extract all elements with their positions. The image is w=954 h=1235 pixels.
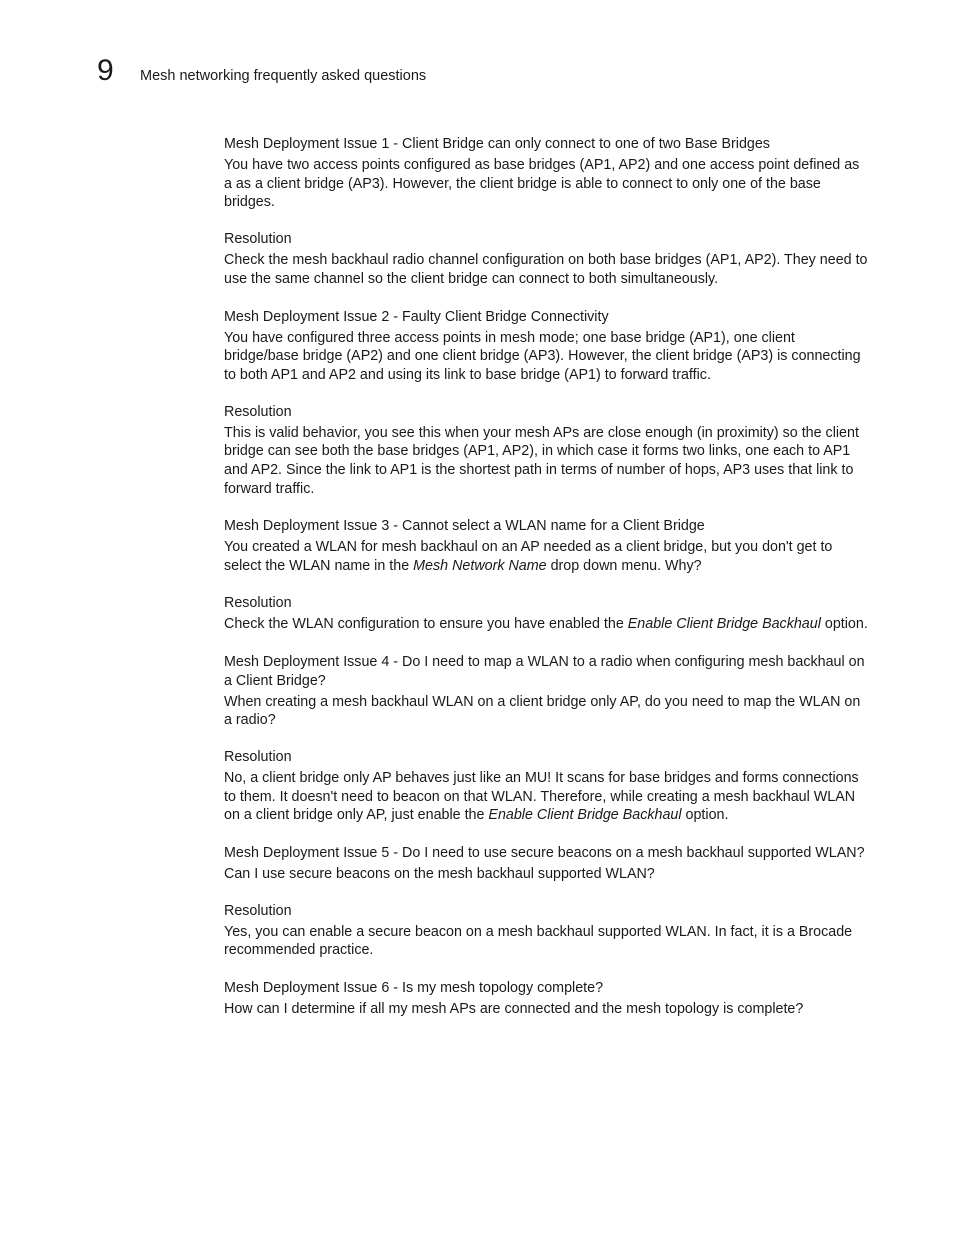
issue-2 [224,307,870,499]
issue-2-resolution-heading: Resolution [224,403,292,420]
issue-5-resolution-heading: Resolution [224,902,292,919]
issue-1-title: Mesh Deployment Issue 1 - Client Bridge can only connect to one of two Base Bridges [224,136,770,152]
issue-3-resolution-text-start: Check the WLAN configuration to ensure you have enabled the [224,615,628,632]
issue-4-resolution-text-end: option. [681,807,729,824]
issue-4-resolution-heading: Resolution [224,748,292,765]
page-header [97,54,426,88]
issue-3-resolution-heading: Resolution [224,594,292,611]
issue-5-title: Mesh Deployment Issue 5 - Do I need to use secure beacons on a mesh backhaul supported WLAN? [224,845,865,862]
issue-5-question: Can I use secure beacons on the mesh backhaul supported WLAN? [224,866,655,883]
issue-2-resolution: This is valid behavior, you see this when your mesh APs are close enough (in proximity) so the client bridge can see both the base bridges (AP1, AP2), in which case it forms two links, one each to AP1 and AP2. Since the link to AP1 is the shortest path in terms of number of hops, AP3 uses that link to forward traffic. [224,424,859,497]
issue-3-resolution-emphasis: Enable Client Bridge Backhaul [627,615,821,632]
issue-3-resolution [224,615,870,634]
issue-4-question: When creating a mesh backhaul WLAN on a client bridge only AP, do you need to map the WLAN on a radio? [224,693,861,729]
issue-4-resolution [224,769,870,825]
issue-4-title: Mesh Deployment Issue 4 - Do I need to map a WLAN to a radio when configuring mesh backhaul on a Client Bridge? [224,653,865,689]
issue-3-resolution-text-end: option. [820,615,868,632]
issue-1-resolution-heading: Resolution [224,231,292,248]
issue-3-question-emphasis: Mesh Network Name [413,558,547,575]
issue-3-question-text-start: You created a WLAN for mesh backhaul on an AP needed as a client bridge, but you don't get to select the WLAN name in the [224,539,833,575]
chapter-title: Mesh networking frequently asked questions [140,68,427,84]
issue-4-resolution-text-start: No, a client bridge only AP behaves just like an MU! It scans for base bridges and forms connections to them. It doesn't need to beacon on that WLAN. Therefore, while creating a mesh backhaul WLAN on a client bridge only AP, just enable the [224,769,859,824]
document-body [224,134,870,1019]
issue-1-resolution: Check the mesh backhaul radio channel configuration on both base bridges (AP1, AP2). They need to use the same channel so the client bridge can connect to both simultaneously. [224,252,868,287]
issue-1 [224,134,870,289]
issue-6 [224,978,870,1019]
issue-3-question-text-end: drop down menu. Why? [546,558,702,575]
issue-4 [224,652,870,826]
issue-6-title: Mesh Deployment Issue 6 - Is my mesh topology complete? [224,980,604,997]
issue-2-question: You have configured three access points in mesh mode; one base bridge (AP1), one client bridge/base bridge (AP2) and one client bridge (AP3). However, the client bridge (AP3) is connecting to both AP1 and AP2 and using its link to base bridge (AP1) to forward traffic. [224,329,861,383]
issue-5-resolution: Yes, you can enable a secure beacon on a mesh backhaul supported WLAN. In fact, it is a Brocade recommended practice. [224,923,853,959]
issue-3-question [224,538,870,575]
issue-1-question: You have two access points configured as base bridges (AP1, AP2) and one access point defined as a as a client bridge (AP3). However, the client bridge is able to connect to only one of the base bridges. [224,157,860,211]
issue-6-question: How can I determine if all my mesh APs are connected and the mesh topology is complete? [224,1001,804,1018]
chapter-number: 9 [97,54,114,87]
issue-4-resolution-emphasis: Enable Client Bridge Backhaul [488,807,682,824]
issue-5 [224,843,870,960]
issue-3 [224,516,870,633]
issue-2-title: Mesh Deployment Issue 2 - Faulty Client Bridge Connectivity [224,308,609,325]
issue-3-title: Mesh Deployment Issue 3 - Cannot select a WLAN name for a Client Bridge [224,518,705,535]
